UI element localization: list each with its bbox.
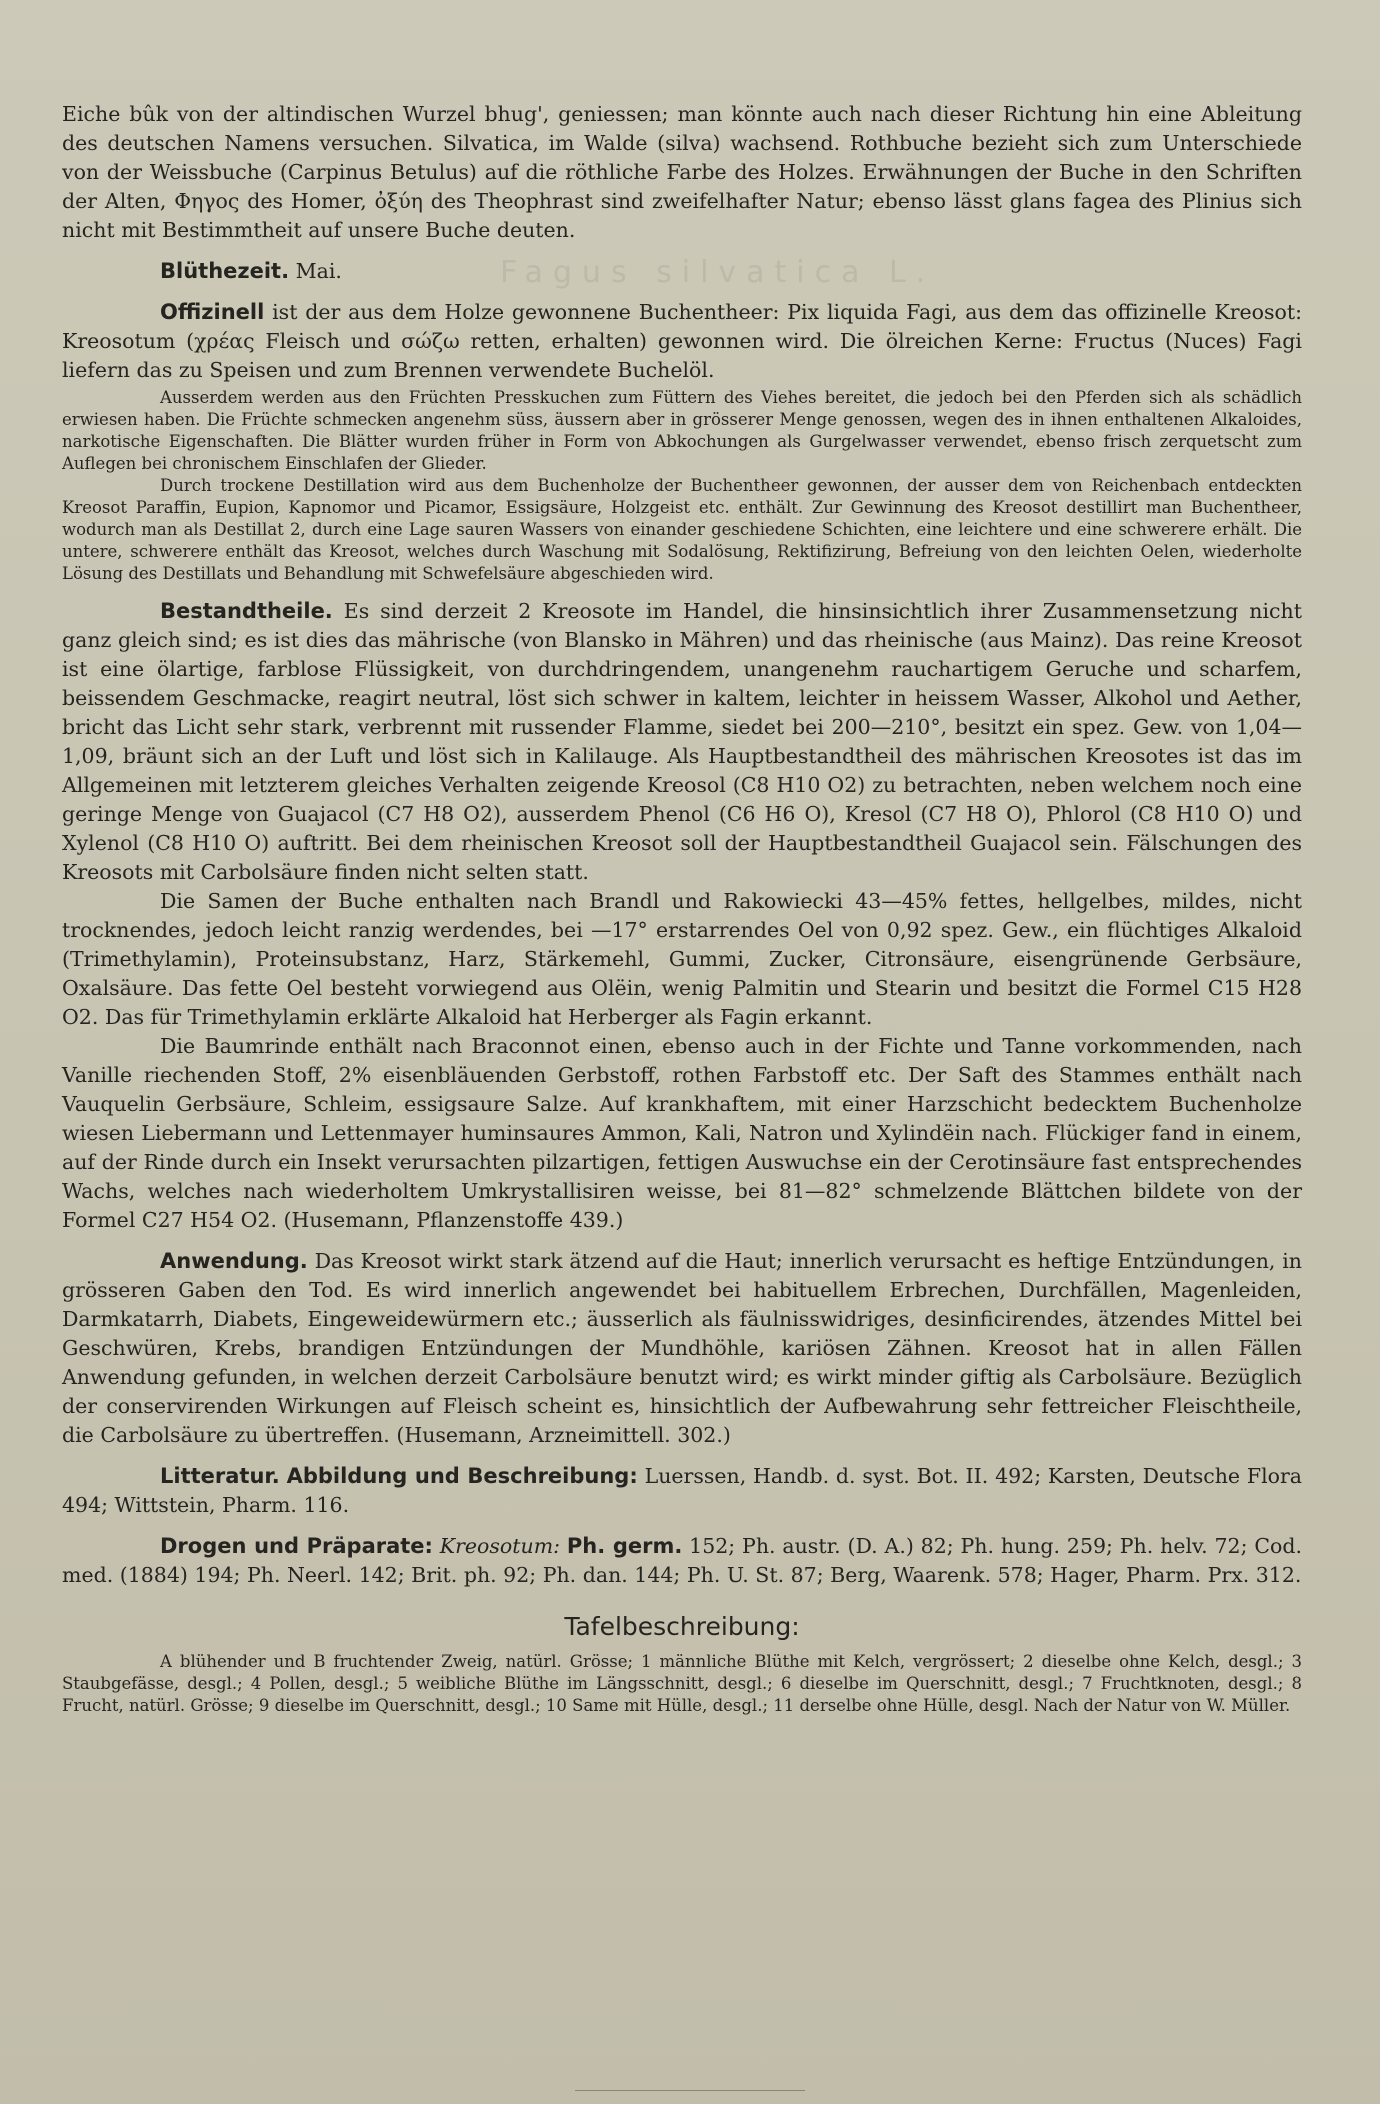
litteratur-text: Luerssen, Handb. d. syst. Bot. II. 492; Karsten, Deutsche Flora 494; Wittstein, Pharm. 116.: [62, 1464, 1302, 1517]
drogen-item: Kreosotum:: [439, 1534, 561, 1558]
bleed-through-text: Fagus silvatica L.: [500, 255, 936, 290]
drogen-heading: Drogen und Präparate:: [160, 1534, 433, 1558]
bestandtheile-heading: Bestandtheile.: [160, 599, 333, 623]
footer-rule: [575, 2090, 805, 2091]
drogen-pharm: Ph. germ.: [566, 1534, 683, 1558]
offizinell-heading: Offizinell: [160, 300, 265, 324]
drogen-text: 152; Ph. austr. (D. A.) 82; Ph. hung. 259; Ph. helv. 72; Cod. med. (1884) 194; Ph. Neerl. 142; Brit. ph. 92; Ph. dan. 144; Ph. U. St. 87; Berg, Waarenk. 578; Hager, Pharm. Prx. 312.: [62, 1534, 1302, 1587]
anwendung-section: [62, 1247, 1302, 1450]
intro-paragraph: Eiche bûk von der altindischen Wurzel bhug', geniessen; man könnte auch nach dieser Richtung hin eine Ableitung des deutschen Namens versuchen. Silvatica, im Walde (silva) wachsend. Rothbuche bezieht sich zum Unterschiede von der Weissbuche (Carpinus Betulus) auf die röthliche Farbe des Holzes. Erwähnungen der Buche in den Schriften der Alten, Φηγος des Homer, ὀξύη des Theophrast sind zweifelhafter Natur; ebenso lässt glans fagea des Plinius sich nicht mit Bestimmtheit auf unsere Buche deuten.: [62, 102, 1302, 242]
bestandtheile-paragraph-2: Die Samen der Buche enthalten nach Brandl und Rakowiecki 43—45% fettes, hellgelbes, mildes, nicht trocknendes, jedoch leicht ranzig werdendes, bei —17° erstarrendes Oel von 0,92 spez. Gew., ein flüchtiges Alkaloid (Trimethylamin), Proteinsubstanz, Harz, Stärkemehl, Gummi, Zucker, Citronsäure, eisengrünende Gerbsäure, Oxalsäure. Das fette Oel besteht vorwiegend aus Olëin, wenig Palmitin und Stearin und besitzt die Formel C15 H28 O2. Das für Trimethylamin erklärte Alkaloid hat Herberger als Fagin erkannt.: [62, 889, 1302, 1029]
litteratur-section: [62, 1462, 1302, 1520]
offizinell-text: ist der aus dem Holze gewonnene Buchentheer: Pix liquida Fagi, aus dem das offizinelle Kreosot: Kreosotum (χρέας Fleisch und σώζω retten, erhalten) gewonnen wird. Die ölreichen Kerne: Fructus (Nuces) Fagi liefern das zu Speisen und zum Brennen verwendete Buchelöl.: [62, 300, 1302, 382]
bestandtheile-paragraph-3: Die Baumrinde enthält nach Braconnot einen, ebenso auch in der Fichte und Tanne vorkommenden, nach Vanille riechenden Stoff, 2% eisenbläuenden Gerbstoff, rothen Farbstoff etc. Der Saft des Stammes enthält nach Vauquelin Gerbsäure, Schleim, essigsaure Salze. Auf krankhaftem, mit einer Harzschicht bedecktem Buchenholze wiesen Liebermann und Lettenmayer huminsaures Ammon, Kali, Natron und Xylindëin nach. Flückiger fand in einem, auf der Rinde durch ein Insekt verursachten pilzartigen, fettigen Auswuchse ein der Cerotinsäure fast entsprechendes Wachs, welches nach wiederholtem Umkrystallisiren weisse, bei 81—82° schmelzende Blättchen bildete von der Formel C27 H54 O2. (Husemann, Pflanzenstoffe 439.): [62, 1034, 1302, 1232]
page-content: [62, 100, 1302, 1717]
anwendung-text: Das Kreosot wirkt stark ätzend auf die Haut; innerlich verursacht es heftige Entzündungen, in grösseren Gaben den Tod. Es wird innerlich angewendet bei habituellem Erbrechen, Durchfällen, Magenleiden, Darmkatarrh, Diabets, Eingeweidewürmern etc.; äusserlich als fäulnisswidriges, desinficirendes, ätzendes Mittel bei Geschwüren, Krebs, brandigen Entzündungen der Mundhöhle, kariösen Zähnen. Kreosot hat in allen Fällen Anwendung gefunden, in welchen derzeit Carbolsäure benutzt wird; es wirkt minder giftig als Carbolsäure. Bezüglich der conservirenden Wirkungen auf Fleisch scheint es, hinsichtlich der Aufbewahrung sehr fettreicher Fleischtheile, die Carbolsäure zu übertreffen. (Husemann, Arzneimittell. 302.): [62, 1249, 1302, 1447]
tafel-text: A blühender und B fruchtender Zweig, natürl. Grösse; 1 männliche Blüthe mit Kelch, vergrössert; 2 dieselbe ohne Kelch, desgl.; 3 Staubgefässe, desgl.; 4 Pollen, desgl.; 5 weibliche Blüthe im Längsschnitt, desgl.; 6 dieselbe im Querschnitt, desgl.; 7 Fruchtknoten, desgl.; 8 Frucht, natürl. Grösse; 9 dieselbe im Querschnitt, desgl.; 10 Same mit Hülle, desgl.; 11 derselbe ohne Hülle, desgl. Nach der Natur von W. Müller.: [62, 1652, 1302, 1715]
offizinell-section: [62, 298, 1302, 385]
bestandtheile-paragraph-1: Es sind derzeit 2 Kreosote im Handel, die hinsinsichtlich ihrer Zusammensetzung nicht ganz gleich sind; es ist dies das mährische (von Blansko in Mähren) und das rheinische (aus Mainz). Das reine Kreosot ist eine ölartige, farblose Flüssigkeit, von durchdringendem, unangenehm rauchartigem Geruche und scharfem, beissendem Geschmacke, reagirt neutral, löst sich schwer in kaltem, leichter in heissem Wasser, Alkohol und Aether, bricht das Licht sehr stark, verbrennt mit russender Flamme, siedet bei 200—210°, besitzt ein spez. Gew. von 1,04—1,09, bräunt sich an der Luft und löst sich in Kalilauge. Als Hauptbestandtheil des mährischen Kreosotes ist das im Allgemeinen mit letzterem gleiches Verhalten zeigende Kreosol (C8 H10 O2) zu betrachten, neben welchem noch eine geringe Menge von Guajacol (C7 H8 O2), ausserdem Phenol (C6 H6 O), Kresol (C7 H8 O), Phlorol (C8 H10 O) und Xylenol (C8 H10 O) auftritt. Bei dem rheinischen Kreosot soll der Hauptbestandtheil Guajacol sein. Fälschungen des Kreosots mit Carbolsäure finden nicht selten statt.: [62, 599, 1302, 884]
tafel-title: Tafelbeschreibung:: [564, 1612, 800, 1641]
litteratur-subheading: Abbildung und Beschreibung:: [286, 1464, 638, 1488]
bestandtheile-section: [62, 597, 1302, 887]
bluethezeit-text: Mai.: [295, 259, 342, 283]
litteratur-heading: Litteratur.: [160, 1464, 280, 1488]
anwendung-heading: Anwendung.: [160, 1249, 308, 1273]
offizinell-note-1: Ausserdem werden aus den Früchten Presskuchen zum Füttern des Viehes bereitet, die jedoch bei den Pferden sich als schädlich erwiesen haben. Die Früchte schmecken angenehm süss, äussern aber in grösserer Menge genossen, wegen des in ihnen enthaltenen Alkaloides, narkotische Eigenschaften. Die Blätter wurden früher in Form von Abkochungen als Gurgelwasser verwendet, ebenso frisch zerquetscht zum Auflegen bei chronischem Einschlafen der Glieder.: [62, 388, 1302, 473]
bluethezeit-heading: Blüthezeit.: [160, 259, 290, 283]
bluethezeit-section: [62, 257, 1302, 286]
drogen-section: [62, 1532, 1302, 1590]
offizinell-note-2: Durch trockene Destillation wird aus dem Buchenholze der Buchentheer gewonnen, der ausser dem von Reichenbach entdeckten Kreosot Paraffin, Eupion, Kapnomor und Picamor, Essigsäure, Holzgeist etc. enthält. Zur Gewinnung des Kreosot destillirt man Buchentheer, wodurch man als Destillat 2, durch eine Lage sauren Wassers von einander geschiedene Schichten, eine leichtere und eine schwerere erhält. Die untere, schwerere enthält das Kreosot, welches durch Waschung mit Sodalösung, Rektifizirung, Befreiung von den leichten Oelen, wiederholte Lösung des Destillats und Behandlung mit Schwefelsäure abgeschieden wird.: [62, 476, 1302, 583]
